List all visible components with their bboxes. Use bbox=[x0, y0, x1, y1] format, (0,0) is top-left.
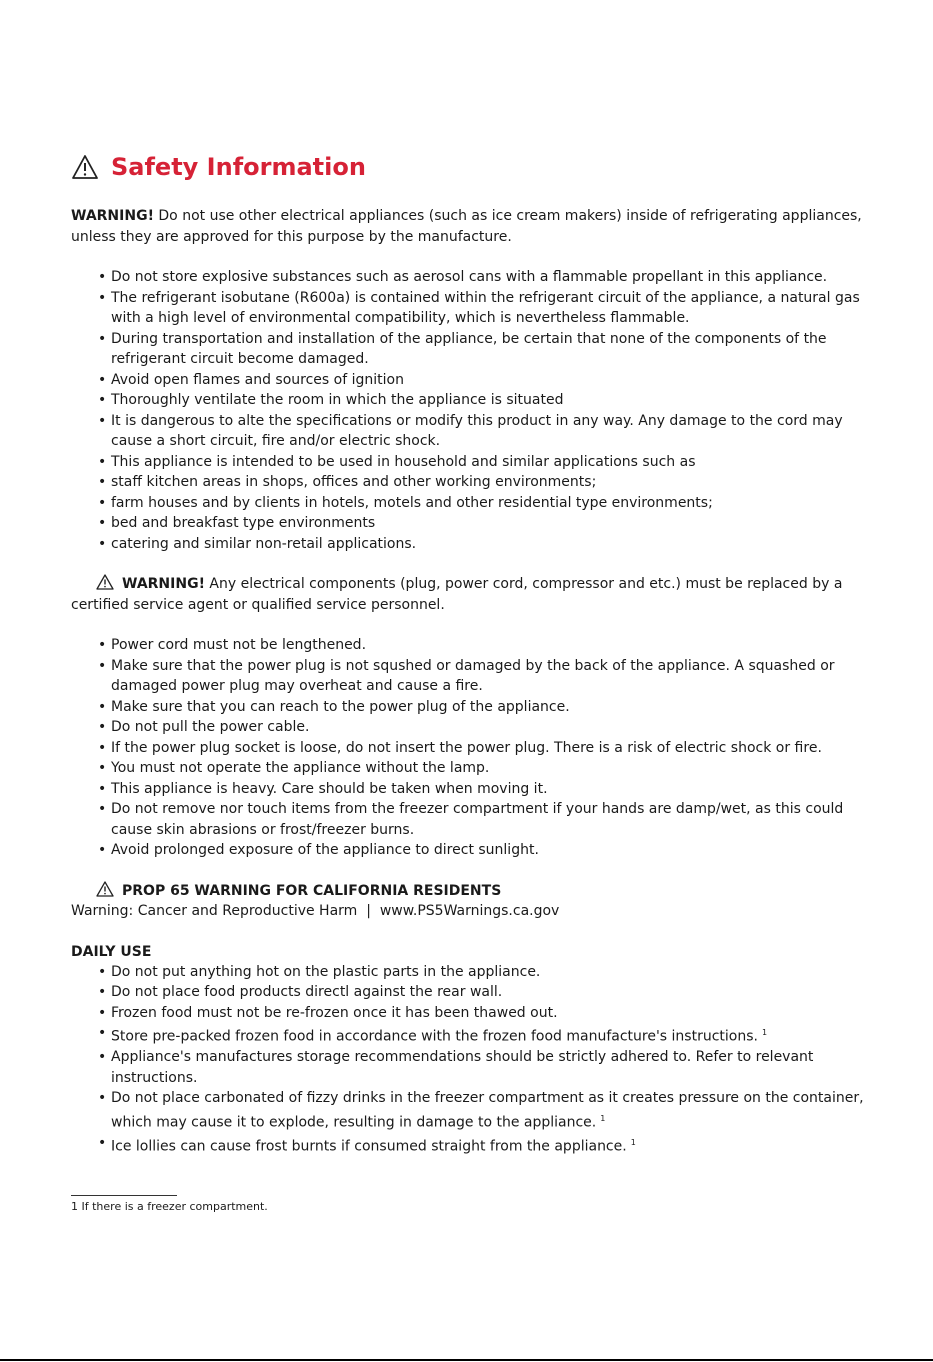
list-item: • catering and similar non-retail applications. bbox=[96, 534, 871, 555]
list-item: • Thoroughly ventilate the room in which the appliance is situated bbox=[96, 390, 871, 411]
list-item: • Make sure that the power plug is not squshed or damaged by the back of the appliance. A squashed or damaged power plug may overheat and cause a fire. bbox=[96, 656, 871, 697]
prop65-heading bbox=[71, 881, 871, 902]
daily-use-list bbox=[71, 962, 871, 1157]
list-item: • Do not place carbonated of fizzy drinks in the freezer compartment as it creates pressure on the container, which may cause it to explode, resulting in damage to the appliance. $^1$ bbox=[96, 1088, 871, 1133]
prop65-text: Warning: Cancer and Reproductive Harm | www.PS5Warnings.ca.gov bbox=[71, 903, 560, 919]
safety-list-2 bbox=[71, 635, 871, 861]
list-item: • Power cord must not be lengthened. bbox=[96, 635, 871, 656]
warning-label: WARNING! bbox=[122, 576, 205, 592]
list-item: • It is dangerous to alte the specifications or modify this product in any way. Any damage to the cord may cause a short circuit, fire and/or electric shock. bbox=[96, 411, 871, 452]
safety-page bbox=[71, 150, 871, 1157]
warning-paragraph-1 bbox=[71, 206, 871, 247]
list-item: • Avoid prolonged exposure of the appliance to direct sunlight. bbox=[96, 840, 871, 861]
warning-text: Do not use other electrical appliances (such as ice cream makers) inside of refrigerating appliances, unless they are approved for this purpose by the manufacture. bbox=[71, 208, 862, 245]
list-item: • Do not put anything hot on the plastic parts in the appliance. bbox=[96, 962, 871, 983]
list-item: • If the power plug socket is loose, do not insert the power plug. There is a risk of electric shock or fire. bbox=[96, 738, 871, 759]
footnote-divider bbox=[71, 1195, 177, 1196]
warning-triangle-icon bbox=[96, 574, 114, 590]
list-item: • farm houses and by clients in hotels, motels and other residential type environments; bbox=[96, 493, 871, 514]
list-item: • The refrigerant isobutane (R600a) is contained within the refrigerant circuit of the appliance, a natural gas with a high level of environmental compatibility, which is nevertheless flammable. bbox=[96, 288, 871, 329]
list-item: • Store pre-packed frozen food in accordance with the frozen food manufacture's instructions. $^1$ bbox=[96, 1023, 871, 1047]
list-item: • Do not remove nor touch items from the freezer compartment if your hands are damp/wet, as this could cause skin abrasions or frost/freezer burns. bbox=[96, 799, 871, 840]
bottom-border bbox=[0, 1359, 933, 1361]
list-item: • Ice lollies can cause frost burnts if consumed straight from the appliance. $^1$ bbox=[96, 1133, 871, 1157]
section-title bbox=[71, 150, 871, 184]
list-item: • Do not pull the power cable. bbox=[96, 717, 871, 738]
warning-triangle-icon bbox=[71, 153, 99, 181]
footnote: 1 If there is a freezer compartment. bbox=[71, 1200, 268, 1213]
daily-use-heading: DAILY USE bbox=[71, 943, 152, 960]
warning-triangle-icon bbox=[96, 881, 114, 897]
list-item: • Appliance's manufactures storage recommendations should be strictly adhered to. Refer to relevant instructions. bbox=[96, 1047, 871, 1088]
warning-label: WARNING! bbox=[71, 208, 154, 224]
footnote-ref: 1 bbox=[630, 1137, 636, 1147]
list-item: • Make sure that you can reach to the power plug of the appliance. bbox=[96, 697, 871, 718]
list-item: • staff kitchen areas in shops, offices and other working environments; bbox=[96, 472, 871, 493]
list-item: • During transportation and installation of the appliance, be certain that none of the components of the refrigerant circuit become damaged. bbox=[96, 329, 871, 370]
page-title: Safety Information bbox=[111, 153, 366, 181]
list-item: • Avoid open flames and sources of ignition bbox=[96, 370, 871, 391]
list-item: • Do not place food products directl against the rear wall. bbox=[96, 982, 871, 1003]
safety-list-1 bbox=[71, 267, 871, 554]
list-item: • This appliance is heavy. Care should be taken when moving it. bbox=[96, 779, 871, 800]
list-item: • This appliance is intended to be used in household and similar applications such as bbox=[96, 452, 871, 473]
list-item: • You must not operate the appliance without the lamp. bbox=[96, 758, 871, 779]
prop65-title: PROP 65 WARNING FOR CALIFORNIA RESIDENTS bbox=[122, 882, 502, 899]
list-item: • Do not store explosive substances such as aerosol cans with a flammable propellant in this appliance. bbox=[96, 267, 871, 288]
footnote-ref: 1 bbox=[761, 1028, 768, 1037]
list-item: • bed and breakfast type environments bbox=[96, 513, 871, 534]
warning-paragraph-2 bbox=[71, 574, 871, 615]
warning-text: Any electrical components (plug, power cord, compressor and etc.) must be replaced by a certified service agent or qualified service personnel. bbox=[71, 576, 843, 613]
list-item: • Frozen food must not be re-frozen once it has been thawed out. bbox=[96, 1003, 871, 1024]
footnote-ref: 1 bbox=[600, 1113, 606, 1123]
